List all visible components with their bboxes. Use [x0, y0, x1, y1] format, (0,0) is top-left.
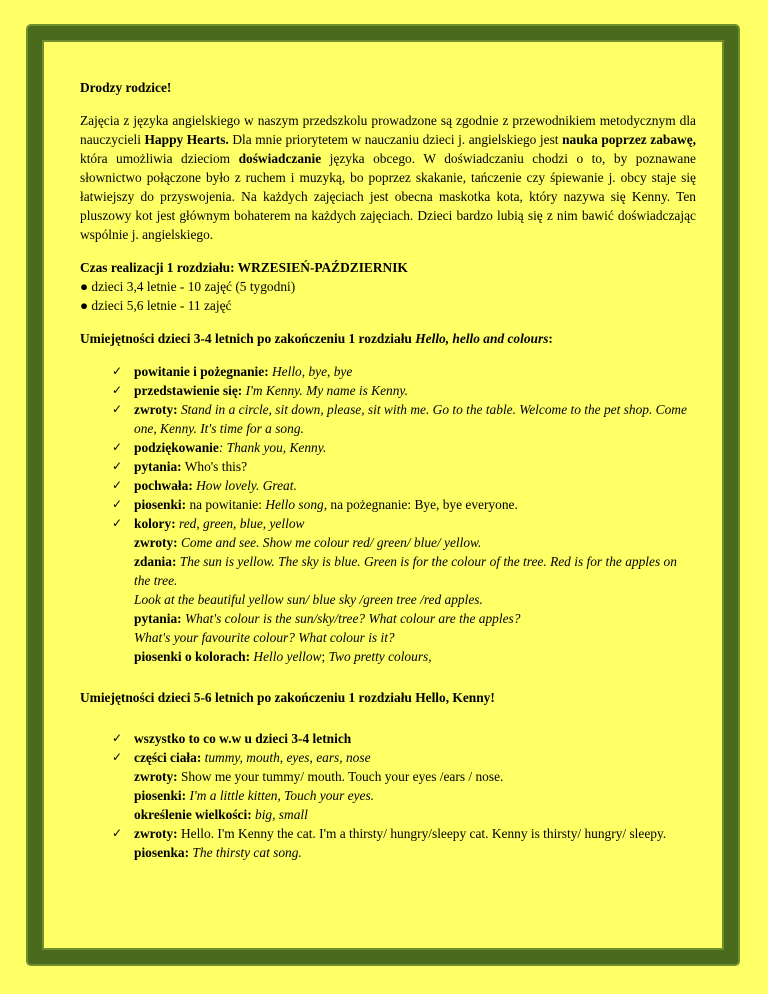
- schedule-line: ● dzieci 5,6 letnie - 11 zajęć: [80, 298, 232, 313]
- checkmark-icon: ✓: [112, 478, 123, 492]
- checkmark-icon: ✓: [112, 497, 123, 511]
- document-body: [80, 78, 696, 862]
- section2-list: [80, 729, 696, 862]
- colors-detail: zwroty: Come and see. Show me colour red/ green/ blue/ yellow. zdania: The sun is yellow. The sky is blue. Green is for the colour of the tree. Red is for the apples on the tree. Look at the beautiful yellow sun/ blue sky /green tree /red apples. pytania: What's colour is the sun/sky/tree? What colour are the apples? What's your favourite colour? What colour is it? piosenki o kolorach: Hello yellow; Two pretty colours,: [134, 535, 677, 664]
- checkmark-icon: ✓: [112, 750, 123, 764]
- list-item: ✓ piosenki: na powitanie: Hello song, na pożegnanie: Bye, bye everyone.: [112, 497, 518, 512]
- list-item: ✓ zwroty: Hello. I'm Kenny the cat. I'm a thirsty/ hungry/sleepy cat. Kenny is thirsty/ hungry/ sleepy. piosenka: The thirsty cat song.: [112, 826, 667, 860]
- checkmark-icon: ✓: [112, 402, 123, 416]
- checkmark-icon: ✓: [112, 440, 123, 454]
- list-item: ✓ powitanie i pożegnanie: Hello, bye, bye: [112, 364, 353, 379]
- checkmark-icon: ✓: [112, 364, 123, 378]
- list-item: ✓ podziękowanie: Thank you, Kenny.: [112, 440, 327, 455]
- checkmark-icon: ✓: [112, 459, 123, 473]
- intro-paragraph: Zajęcia z języka angielskiego w naszym przedszkolu prowadzone są zgodnie z przewodnikiem metodycznym dla nauczycieli Happy Hearts. Dla mnie priorytetem w nauczaniu dzieci j. angielskiego jest nauka poprzez zabawę, która umożliwia dzieciom doświadczanie języka obcego. W doświadczaniu chodzi o to, by poznawane słownictwo połączone było z ruchem i muzyką, bo poprzez skakanie, tańczenie czy śpiewanie j. obcy staje się łatwiejszy do przyswojenia. Na każdych zajęciach jest obecna maskotka kota, który nazywa się Kenny. Ten pluszowy kot jest głównym bohaterem na każdych zajęciach. Dzieci bardzo lubią się z nim bawić doświadczając wspólnie j. angielskiego.: [80, 113, 696, 242]
- checkmark-icon: ✓: [112, 826, 123, 840]
- schedule-line: ● dzieci 3,4 letnie - 10 zajęć (5 tygodni): [80, 279, 296, 294]
- checkmark-icon: ✓: [112, 383, 123, 397]
- greeting: Drodzy rodzice!: [80, 80, 172, 95]
- list-item: ✓ wszystko to co w.w u dzieci 3-4 letnich: [112, 731, 352, 746]
- schedule-title: Czas realizacji 1 rozdziału: WRZESIEŃ-PAŹDZIERNIK: [80, 260, 408, 275]
- list-item: ✓ pytania: Who's this?: [112, 459, 248, 474]
- list-item: ✓ przedstawienie się: I'm Kenny. My name is Kenny.: [112, 383, 408, 398]
- list-item: ✓ pochwała: How lovely. Great.: [112, 478, 297, 493]
- section1-list: [80, 362, 696, 666]
- checkmark-icon: ✓: [112, 516, 123, 530]
- list-item: ✓ zwroty: Stand in a circle, sit down, please, sit with me. Go to the table. Welcome to the pet shop. Come one, Kenny. It's time for a song.: [112, 402, 687, 436]
- list-item: ✓ części ciała: tummy, mouth, eyes, ears, nose zwroty: Show me your tummy/ mouth. Touch your eyes /ears / nose. piosenki: I'm a little kitten, Touch your eyes. określenie wielkości: big, small: [112, 750, 504, 822]
- section2-title: Umiejętności dzieci 5-6 letnich po zakończeniu 1 rozdziału Hello, Kenny!: [80, 690, 495, 705]
- section1-title: Umiejętności dzieci 3-4 letnich po zakończeniu 1 rozdziału Hello, hello and colours:: [80, 331, 553, 346]
- checkmark-icon: ✓: [112, 731, 123, 745]
- list-item: ✓ kolory: red, green, blue, yellow zwroty: Come and see. Show me colour red/ green/ blue/ yellow. zdania: The sun is yellow. The sky is blue. Green is for the colour of the tree. Red is for the apples on the tree. Look at the beautiful yellow sun/ blue sky /green tree /red apples. pytania: What's colour is the sun/sky/tree? What colour are the apples? What's your favourite colour? What colour is it? piosenki o kolorach: Hello yellow; Two pretty colours,: [134, 514, 696, 666]
